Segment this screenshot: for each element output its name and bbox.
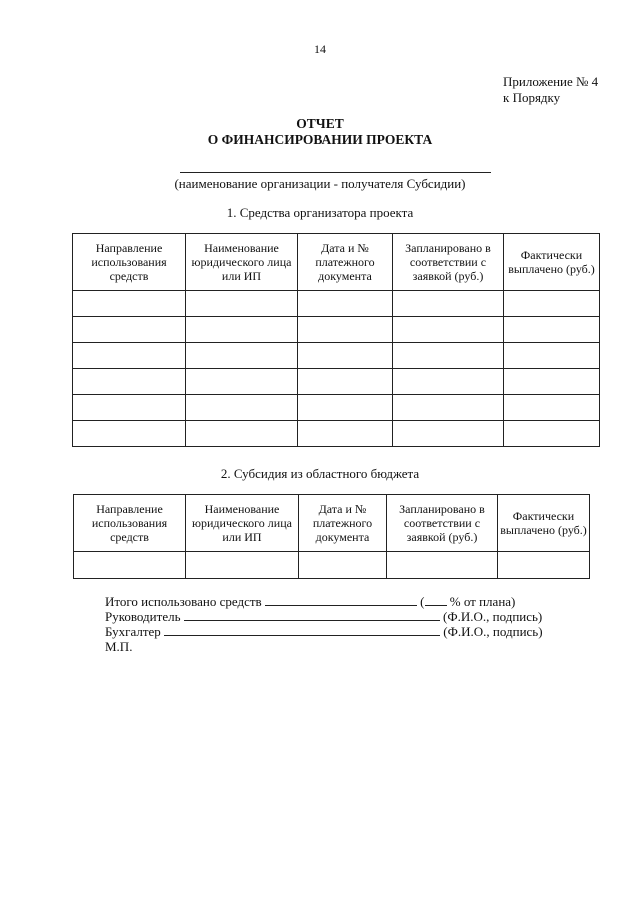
table-cell [186, 395, 298, 421]
table-cell [299, 552, 387, 579]
accountant-signature-blank [164, 624, 440, 636]
table-row [73, 343, 600, 369]
table-cell [393, 343, 504, 369]
seal-label: М.П. [105, 639, 133, 654]
table-cell [298, 395, 393, 421]
accountant-row [105, 624, 543, 639]
column-header: Запланировано в соответствии с заявкой (руб.) [387, 495, 498, 552]
column-header: Фактически выплачено (руб.) [498, 495, 590, 552]
director-label: Руководитель [105, 609, 181, 624]
section-1-title: 1. Средства организатора проекта [226, 205, 414, 220]
table-cell [73, 343, 186, 369]
organizer-funds-table [72, 233, 600, 447]
appendix-line-2: к Порядку [503, 90, 561, 105]
document-title [0, 116, 640, 148]
director-row [105, 609, 543, 624]
total-used-blank [265, 594, 417, 606]
column-header: Дата и № платежного документа [299, 495, 387, 552]
director-suffix: (Ф.И.О., подпись) [443, 609, 543, 624]
table-cell [504, 395, 600, 421]
report-footer [105, 594, 543, 654]
table-cell [73, 395, 186, 421]
table-header-row [73, 234, 600, 291]
table-cell [73, 291, 186, 317]
table-row [73, 369, 600, 395]
director-signature-blank [184, 609, 440, 621]
title-line-2: О ФИНАНСИРОВАНИИ ПРОЕКТА [207, 132, 433, 147]
column-header: Наименование юридического лица или ИП [186, 495, 299, 552]
table-cell [393, 317, 504, 343]
table-cell [73, 317, 186, 343]
seal-row [105, 639, 543, 654]
column-header: Дата и № платежного документа [298, 234, 393, 291]
column-header: Направление использования средств [73, 234, 186, 291]
percent-blank [425, 594, 447, 606]
table-cell [298, 291, 393, 317]
regional-subsidy-table [73, 494, 590, 579]
organization-caption: (наименование организации - получателя Субсидии) [174, 176, 466, 191]
accountant-suffix: (Ф.И.О., подпись) [443, 624, 543, 639]
table-cell [186, 343, 298, 369]
table-cell [186, 317, 298, 343]
section-2-title: 2. Субсидия из областного бюджета [220, 466, 420, 481]
table-cell [498, 552, 590, 579]
table-cell [504, 317, 600, 343]
table-header-row [74, 495, 590, 552]
table-cell [393, 421, 504, 447]
table-cell [504, 291, 600, 317]
table-cell [298, 421, 393, 447]
page-number: 14 [314, 42, 326, 56]
table-cell [186, 421, 298, 447]
table-cell [186, 291, 298, 317]
table-cell [504, 369, 600, 395]
title-line-1: ОТЧЕТ [296, 116, 344, 131]
appendix-reference [503, 74, 598, 106]
table-cell [504, 421, 600, 447]
table-row [73, 395, 600, 421]
table-cell [298, 369, 393, 395]
table-cell [186, 552, 299, 579]
table-row [73, 291, 600, 317]
table-cell [393, 395, 504, 421]
total-used-percent-suffix: % от плана) [449, 594, 516, 609]
appendix-line-1: Приложение № 4 [503, 74, 599, 89]
table-cell [73, 369, 186, 395]
table-cell [298, 343, 393, 369]
table-row [74, 552, 590, 579]
table-cell [387, 552, 498, 579]
table-cell [186, 369, 298, 395]
table-cell [73, 421, 186, 447]
table-cell [74, 552, 186, 579]
total-used-row [105, 594, 543, 609]
table-row [73, 421, 600, 447]
table-cell [393, 369, 504, 395]
column-header: Направление использования средств [74, 495, 186, 552]
table-cell [298, 317, 393, 343]
table-cell [504, 343, 600, 369]
total-used-open-paren: ( [420, 594, 425, 609]
organization-name-line [180, 172, 491, 173]
table-cell [393, 291, 504, 317]
column-header: Наименование юридического лица или ИП [186, 234, 298, 291]
column-header: Запланировано в соответствии с заявкой (руб.) [393, 234, 504, 291]
column-header: Фактически выплачено (руб.) [504, 234, 600, 291]
total-used-label: Итого использовано средств [105, 594, 262, 609]
table-row [73, 317, 600, 343]
accountant-label: Бухгалтер [105, 624, 161, 639]
